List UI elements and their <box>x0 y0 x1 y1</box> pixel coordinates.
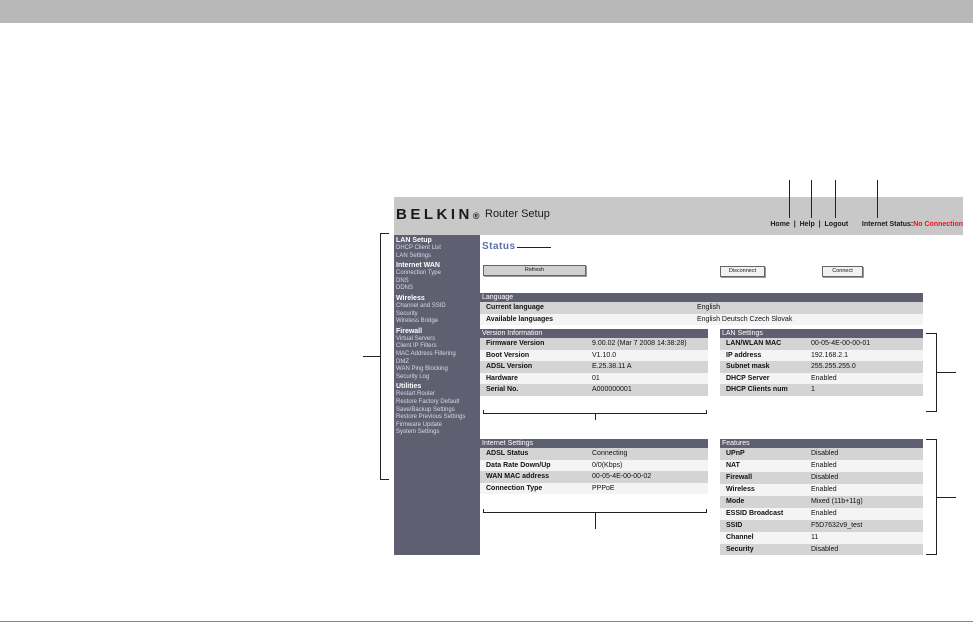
sidebar-item-wireless-bridge[interactable]: Wireless Bridge <box>396 318 439 325</box>
row-label: Current language <box>486 304 544 311</box>
row-label: Available languages <box>486 315 554 323</box>
sidebar-item-firmware-update[interactable]: Firmware Update <box>396 421 443 428</box>
sidebar-nav <box>394 235 480 555</box>
sidebar-item-client-ip-filters[interactable]: Client IP Filters <box>396 343 437 350</box>
sidebar-item-virtual-servers[interactable]: Virtual Servers <box>396 335 436 342</box>
row-value: 01 <box>592 374 600 382</box>
table-row <box>720 496 923 508</box>
bracket-version <box>706 410 707 414</box>
row-label: Mode <box>726 498 745 505</box>
table-row <box>720 384 923 396</box>
callout-internet-status <box>877 180 878 218</box>
row-label: Firmware Version <box>486 340 545 347</box>
table-row <box>720 532 923 544</box>
table-row <box>720 544 923 555</box>
row-value: 0/0(Kbps) <box>592 461 623 469</box>
callout-logout <box>835 180 836 218</box>
row-value: 11 <box>811 534 819 541</box>
row-value: 9.00.02 (Mar 7 2008 14:38:28) <box>592 340 687 347</box>
row-label: Serial No. <box>486 386 519 393</box>
table-row <box>720 338 923 350</box>
callout-page-title <box>517 247 551 248</box>
sidebar-item-dmz[interactable]: DMZ <box>396 358 409 365</box>
bracket-features <box>936 497 956 498</box>
belkin-logo: BELKIN® <box>396 206 480 223</box>
table-row <box>720 508 923 520</box>
row-label: Security <box>726 546 754 553</box>
table-row <box>720 448 923 460</box>
bracket-sidebar <box>363 356 381 357</box>
row-label: Channel <box>726 534 754 541</box>
bracket-internet <box>706 509 707 513</box>
row-label: DHCP Server <box>726 374 770 382</box>
sidebar-item-security[interactable]: Security <box>396 310 418 317</box>
row-value: Disabled <box>811 546 839 553</box>
row-value: Enabled <box>811 510 837 517</box>
bracket-lan <box>926 411 937 412</box>
row-value: Mixed (11b+11g) <box>811 498 863 505</box>
sidebar-item-mac-address-filtering[interactable]: MAC Address Filtering <box>396 350 456 357</box>
row-label: Hardware <box>486 374 518 382</box>
page-title: Status <box>482 241 516 252</box>
callout-help <box>811 180 812 218</box>
row-value: 255.255.255.0 <box>811 363 856 370</box>
bracket-features <box>926 554 937 555</box>
row-label: NAT <box>726 462 740 469</box>
sidebar-item-connection-type[interactable]: Connection Type <box>396 270 441 277</box>
row-value: E.25.38.11 A <box>592 363 632 370</box>
logout-link[interactable]: Logout <box>824 221 849 228</box>
sidebar-item-wan-ping-blocking[interactable]: WAN Ping Blocking <box>396 366 448 373</box>
row-label: Connection Type <box>486 484 543 492</box>
row-label: ADSL Version <box>486 363 533 370</box>
version-panel <box>480 329 708 396</box>
sidebar-item-lan-settings[interactable]: LAN Settings <box>396 252 432 259</box>
row-value: English <box>697 304 720 311</box>
bracket-version <box>595 413 596 420</box>
refresh-button[interactable]: Refresh <box>483 265 586 276</box>
nav-separator: | <box>791 221 798 228</box>
row-label: Wireless <box>726 486 755 493</box>
language-panel <box>480 293 923 325</box>
table-row <box>720 472 923 484</box>
table-row <box>720 520 923 532</box>
row-value: Enabled <box>811 462 837 469</box>
nav-spacer <box>850 221 860 228</box>
row-label: Data Rate Down/Up <box>486 461 551 469</box>
row-value: 00-05-4E-00-00-02 <box>592 473 652 480</box>
sidebar-section-wireless: Wireless <box>396 294 425 302</box>
status-main <box>480 235 963 555</box>
table-row <box>480 338 708 350</box>
table-row <box>720 350 923 362</box>
sidebar-item-channel-and-ssid[interactable]: Channel and SSID <box>396 302 446 309</box>
row-label: Firewall <box>726 474 753 481</box>
table-row <box>480 314 923 326</box>
table-row <box>480 302 923 314</box>
row-label: ADSL Status <box>486 450 529 457</box>
row-label: ESSID Broadcast <box>726 510 784 517</box>
row-label: Subnet mask <box>726 363 770 370</box>
manual-top-bar <box>0 0 973 23</box>
table-row <box>720 361 923 373</box>
sidebar-section-internet-wan: Internet WAN <box>396 262 440 270</box>
sidebar-section-utilities: Utilities <box>396 383 422 391</box>
table-row <box>480 448 708 460</box>
disconnect-button[interactable]: Disconnect <box>720 266 765 277</box>
row-value: English Deutsch Czech Slovak <box>697 315 793 323</box>
sidebar-item-restart-router[interactable]: Restart Router <box>396 391 436 398</box>
sidebar-section-firewall: Firewall <box>396 327 423 335</box>
row-value: Connecting <box>592 450 628 457</box>
callout-home <box>789 180 790 218</box>
row-value: Disabled <box>811 450 839 457</box>
internet-status-label: Internet Status: <box>861 221 914 228</box>
table-row <box>480 373 708 385</box>
manual-bottom-rule <box>0 621 973 622</box>
home-link[interactable]: Home <box>770 221 790 228</box>
table-row <box>480 361 708 373</box>
panel-header: LAN Settings <box>720 329 923 338</box>
panel-header: Language <box>480 293 923 302</box>
row-label: WAN MAC address <box>486 473 550 480</box>
connect-button[interactable]: Connect <box>822 266 863 277</box>
panel-header: Features <box>720 439 923 448</box>
app-title: Router Setup <box>485 208 550 220</box>
help-link[interactable]: Help <box>799 221 815 228</box>
row-label: LAN/WLAN MAC <box>726 340 782 347</box>
sidebar-item-security-log[interactable]: Security Log <box>396 373 430 380</box>
table-row <box>720 484 923 496</box>
lan-settings-panel <box>720 329 923 396</box>
panel-header: Internet Settings <box>480 439 708 448</box>
row-label: UPnP <box>726 450 745 457</box>
features-panel <box>720 439 923 555</box>
row-label: DHCP Clients num <box>726 386 788 393</box>
bracket-internet <box>595 512 596 529</box>
row-value: Disabled <box>811 474 839 481</box>
top-nav <box>770 221 963 228</box>
row-value: Enabled <box>811 374 837 382</box>
sidebar-item-dns[interactable]: DNS <box>396 277 409 284</box>
row-value: Enabled <box>811 486 837 493</box>
row-label: IP address <box>726 351 762 359</box>
row-value: 1 <box>811 386 815 393</box>
table-row <box>480 471 708 483</box>
row-value: 00-05-4E-00-00-01 <box>811 340 871 347</box>
row-value: A000000001 <box>592 386 632 393</box>
row-value: V1.10.0 <box>592 351 617 359</box>
row-label: SSID <box>726 522 743 529</box>
panel-header: Version Information <box>480 329 708 338</box>
row-value: F5D7632v9_test <box>811 522 863 529</box>
row-value: 192.168.2.1 <box>811 351 848 359</box>
bracket-sidebar <box>380 479 389 480</box>
sidebar-item-restore-previous-settings[interactable]: Restore Previous Settings <box>396 414 466 421</box>
sidebar-item-system-settings[interactable]: System Settings <box>396 429 440 436</box>
nav-separator: | <box>816 221 823 228</box>
table-row <box>480 384 708 396</box>
table-row <box>720 460 923 472</box>
bracket-sidebar <box>380 233 389 234</box>
sidebar-item-save-backup-settings[interactable]: Save/Backup Settings <box>396 406 455 413</box>
table-row <box>480 460 708 472</box>
row-label: Boot Version <box>486 351 530 359</box>
table-row <box>480 350 708 362</box>
sidebar-item-restore-factory-default[interactable]: Restore Factory Default <box>396 398 460 405</box>
internet-settings-panel <box>480 439 708 494</box>
row-value: PPPoE <box>592 484 615 492</box>
router-screenshot <box>394 197 963 555</box>
sidebar-item-ddns[interactable]: DDNS <box>396 285 414 292</box>
sidebar-item-dhcp-client-list[interactable]: DHCP Client List <box>396 245 441 251</box>
table-row <box>720 373 923 385</box>
bracket-lan <box>936 372 956 373</box>
table-row <box>480 483 708 495</box>
sidebar-section-lan-setup: LAN Setup <box>396 237 432 244</box>
internet-status-value: No Connection <box>913 221 963 228</box>
